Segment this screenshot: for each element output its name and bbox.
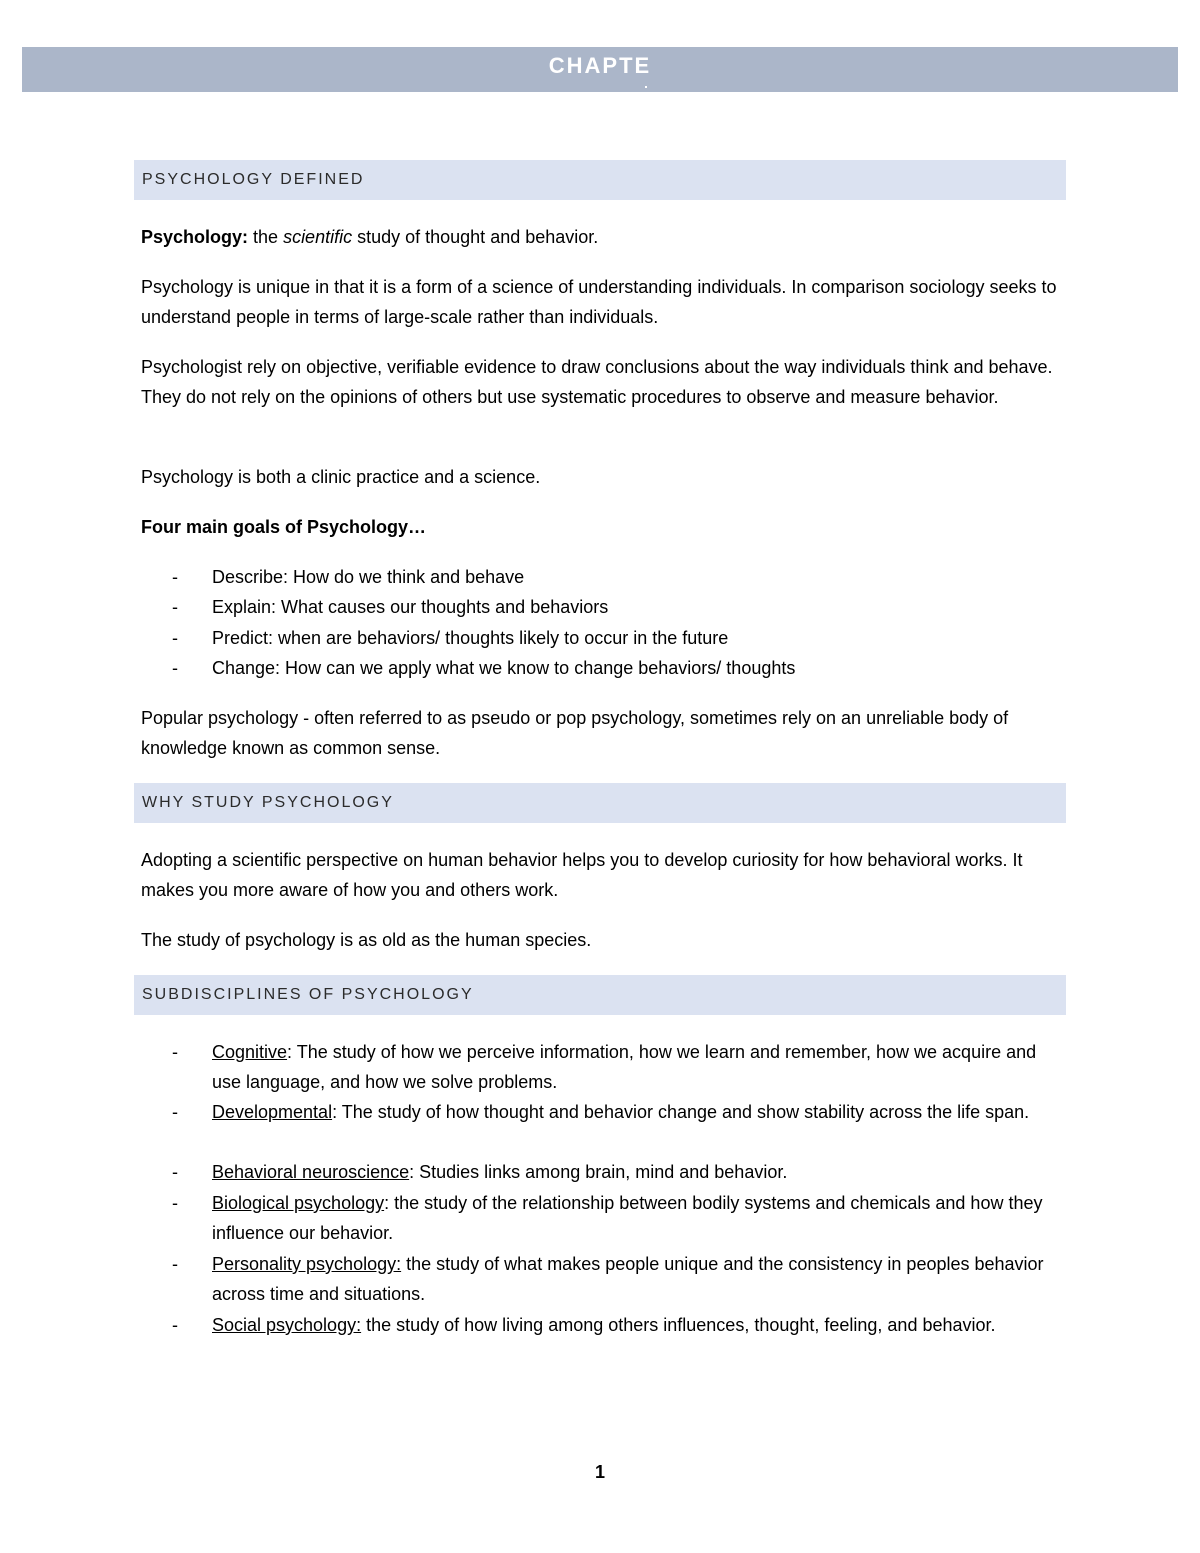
list-item-text: Explain: What causes our thoughts and behaviors	[212, 597, 609, 617]
chapter-banner	[22, 47, 1178, 92]
list-item-text	[212, 1249, 1067, 1309]
bullet-dash: -	[172, 1315, 178, 1335]
subdiscipline-description: : The study of how we perceive information, how we learn and remember, how we acquire and use language, and how we solve problems.	[212, 1042, 1037, 1092]
text-run: study of thought and behavior.	[352, 227, 599, 247]
list-item-text: Change: How can we apply what we know to change behaviors/ thoughts	[212, 658, 796, 678]
subdiscipline-term: Social psychology:	[212, 1315, 362, 1335]
goals-heading: Four main goals of Psychology…	[141, 517, 427, 537]
section-title: SUBDISCIPLINES OF PSYCHOLOGY	[142, 986, 474, 1003]
bullet-dash: -	[172, 1162, 178, 1182]
bullet-dash: -	[172, 1102, 178, 1122]
section-header-subdisciplines	[134, 975, 1066, 1015]
list-item-text: Describe: How do we think and behave	[212, 567, 525, 587]
section-title: WHY STUDY PSYCHOLOGY	[142, 794, 394, 811]
bullet-dash: -	[172, 628, 178, 648]
section-header-why	[134, 783, 1066, 823]
text-run: the	[248, 227, 284, 247]
list-item-text	[212, 1310, 1067, 1340]
paragraph: Adopting a scientific perspective on human behavior helps you to develop curiosity for how behavioral works. It makes you more aware of how you and others work.	[141, 850, 1023, 900]
paragraph: The study of psychology is as old as the human species.	[141, 930, 592, 950]
subdiscipline-description: : The study of how thought and behavior change and show stability across the life span.	[332, 1102, 1030, 1122]
bullet-dash: -	[172, 1193, 178, 1213]
bullet-dash: -	[172, 567, 178, 587]
paragraph: Popular psychology - often referred to as pseudo or pop psychology, sometimes rely on an unreliable body of knowledge known as common sense.	[141, 708, 1009, 758]
bullet-dash: -	[172, 597, 178, 617]
paragraph: Psychology is both a clinic practice and a science.	[141, 467, 541, 487]
list-item-text	[212, 1188, 1067, 1248]
section-header-defined	[134, 160, 1066, 200]
subdiscipline-description: the study of how living among others influences, thought, feeling, and behavior.	[361, 1315, 996, 1335]
bullet-dash: -	[172, 1254, 178, 1274]
paragraph: Psychologist rely on objective, verifiable evidence to draw conclusions about the way individuals think and behave. They do not rely on the opinions of others but use systematic procedures to observe and measure behavior.	[141, 357, 1053, 407]
bullet-dash: -	[172, 658, 178, 678]
subdiscipline-term: Personality psychology:	[212, 1254, 402, 1274]
list-item-text: Predict: when are behaviors/ thoughts likely to occur in the future	[212, 628, 729, 648]
subdiscipline-description: : Studies links among brain, mind and behavior.	[409, 1162, 788, 1182]
subdiscipline-term: Cognitive	[212, 1042, 288, 1062]
paragraph: Psychology is unique in that it is a form of a science of understanding individuals. In comparison sociology seeks to understand people in terms of large-scale rather than individuals.	[141, 277, 1057, 327]
banner-dot	[645, 86, 647, 88]
subdiscipline-term: Biological psychology	[212, 1193, 385, 1213]
definition-term: Psychology:	[141, 227, 249, 247]
list-item-text	[212, 1097, 1067, 1127]
list-item-text	[212, 1037, 1067, 1097]
page-number: 1	[594, 1462, 605, 1482]
subdiscipline-description: : the study of the relationship between bodily systems and chemicals and how they influence our behavior.	[212, 1193, 1043, 1243]
definition-paragraph	[141, 222, 1066, 252]
section-title: PSYCHOLOGY DEFINED	[142, 171, 365, 188]
emphasis-text: scientific	[283, 227, 353, 247]
subdiscipline-term: Behavioral neuroscience	[212, 1162, 410, 1182]
subdiscipline-description: the study of what makes people unique and the consistency in peoples behavior across time and situations.	[212, 1254, 1044, 1304]
list-item-text	[212, 1157, 1067, 1187]
bullet-dash: -	[172, 1042, 178, 1062]
subdiscipline-term: Developmental	[212, 1102, 333, 1122]
chapter-title: CHAPTE	[548, 53, 652, 78]
